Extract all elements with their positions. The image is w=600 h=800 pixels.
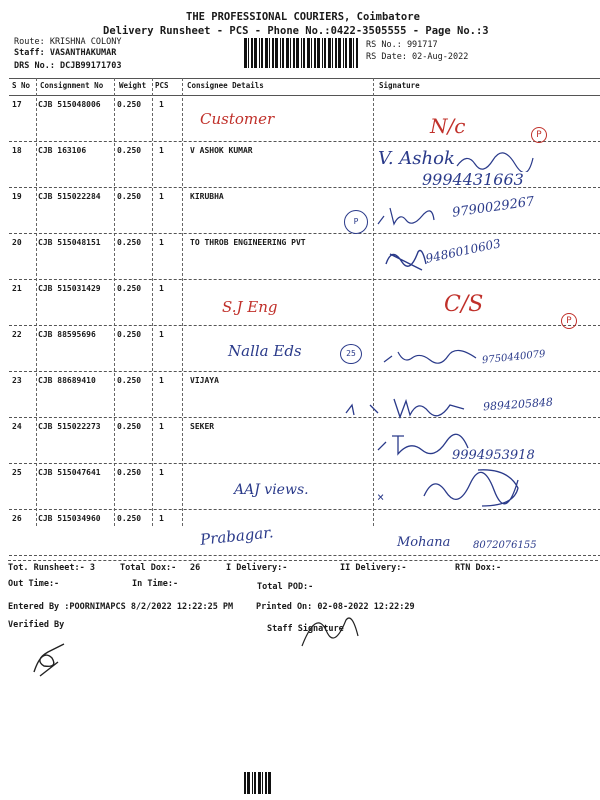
row-consignment-no: CJB 88595696 xyxy=(38,330,96,339)
row-pcs: 1 xyxy=(159,100,164,109)
row-consignee: SEKER xyxy=(190,422,215,431)
printed-on: Printed On: 02-08-2022 12:22:29 xyxy=(256,602,415,612)
in-time: In Time:- xyxy=(132,579,179,589)
runsheet-subtitle: Delivery Runsheet - PCS - Phone No.:0422-3505555 - Page No.:3 xyxy=(103,25,489,37)
row-pcs: 1 xyxy=(159,376,164,385)
hand-phone-23: 9894205848 xyxy=(482,395,554,414)
row-sno: 21 xyxy=(12,284,22,293)
row-sno: 17 xyxy=(12,100,22,109)
row-consignee: V ASHOK KUMAR xyxy=(190,146,253,155)
table-row xyxy=(9,96,600,142)
row-weight: 0.250 xyxy=(117,146,142,155)
signature-scribble-22 xyxy=(382,348,478,368)
footer-separator xyxy=(8,560,598,561)
hand-phone-20: 9486010603 xyxy=(424,236,502,266)
rtn-dox: RTN Dox:- xyxy=(455,563,502,573)
tot-runsheet: Tot. Runsheet:- 3 xyxy=(8,563,95,573)
hand-consignee-21: S.J Eng xyxy=(222,298,278,316)
row-consignment-no: CJB 515048151 xyxy=(38,238,101,247)
row-pcs: 1 xyxy=(159,330,164,339)
row-consignment-no: CJB 515022273 xyxy=(38,422,101,431)
row-weight: 0.250 xyxy=(117,330,142,339)
entered-by: Entered By :POORNIMAPCS 8/2/2022 12:22:25 PM xyxy=(8,602,234,612)
total-pod: Total POD:- xyxy=(257,582,314,592)
hand-phone-18: 9994431663 xyxy=(422,170,524,189)
row-consignment-no: CJB 163106 xyxy=(38,146,87,155)
hand-phone-24: 9994953918 xyxy=(452,448,535,463)
col-signature: Signature xyxy=(379,81,420,90)
hand-phone-19: 9790029267 xyxy=(451,194,536,221)
route-label: Route: KRISHNA COLONY xyxy=(14,37,122,47)
staff-signature: Staff Signature xyxy=(267,624,344,634)
table-row xyxy=(9,234,600,280)
row-consignment-no: CJB 515034960 xyxy=(38,514,101,523)
out-time: Out Time:- xyxy=(8,579,60,589)
stamp-25: 25 xyxy=(340,344,362,364)
barcode-image xyxy=(243,38,359,68)
row-pcs: 1 xyxy=(159,514,164,523)
total-dox-value: 26 xyxy=(190,563,201,573)
row-consignee: KIRUBHA xyxy=(190,192,224,201)
table-row xyxy=(9,280,600,326)
rs-number: RS No.: 991717 xyxy=(366,40,438,50)
table-row xyxy=(9,326,600,372)
total-dox-label: Total Dox:- xyxy=(120,563,177,573)
row-consignee: TO THROB ENGINEERING PVT xyxy=(190,238,306,247)
drs-number: DRS No.: DCJB99171703 xyxy=(14,61,122,71)
hand-consignee-22: Nalla Eds xyxy=(228,342,302,360)
row-pcs: 1 xyxy=(159,284,164,293)
col-consignment: Consignment No xyxy=(40,81,104,90)
row-sno: 23 xyxy=(12,376,22,385)
footer-barcode-fragment xyxy=(243,772,271,794)
hand-sig-18: V. Ashok xyxy=(378,148,455,169)
hand-consignee-26: Prabagar. xyxy=(199,523,275,549)
staff-label: Staff: VASANTHAKUMAR xyxy=(14,48,117,58)
row-weight: 0.250 xyxy=(117,468,142,477)
col-weight: Weight xyxy=(119,81,147,90)
row-weight: 0.250 xyxy=(117,284,142,293)
stamp-p-17: P xyxy=(531,127,547,143)
row-weight: 0.250 xyxy=(117,514,142,523)
row-sno: 19 xyxy=(12,192,22,201)
row-weight: 0.250 xyxy=(117,192,142,201)
row-sno: 22 xyxy=(12,330,22,339)
stamp-p-21: P xyxy=(561,313,577,329)
row-pcs: 1 xyxy=(159,238,164,247)
col-sno: S No xyxy=(12,81,31,90)
cross-mark-25: × xyxy=(377,490,385,504)
hand-sig-26: Mohana xyxy=(397,535,451,550)
row-consignment-no: CJB 88689410 xyxy=(38,376,96,385)
row-pcs: 1 xyxy=(159,468,164,477)
rs-date: RS Date: 02-Aug-2022 xyxy=(366,52,469,62)
hand-phone-22: 9750440079 xyxy=(481,348,547,367)
row-pcs: 1 xyxy=(159,422,164,431)
row-pcs: 1 xyxy=(159,192,164,201)
hand-consignee-25: AAJ views. xyxy=(234,482,309,498)
row-sno: 26 xyxy=(12,514,22,523)
row-weight: 0.250 xyxy=(117,422,142,431)
signature-scribble-25 xyxy=(418,466,526,510)
signature-scribble-18 xyxy=(455,148,535,172)
signature-scribble-19 xyxy=(376,202,436,228)
row-sno: 24 xyxy=(12,422,22,431)
col-pcs: PCS xyxy=(155,81,169,90)
company-title: THE PROFESSIONAL COURIERS, Coimbatore xyxy=(186,11,420,23)
hand-consignee-17: Customer xyxy=(200,110,275,128)
verifier-signature xyxy=(28,638,72,680)
signature-scribble-20 xyxy=(382,244,430,274)
row-sno: 20 xyxy=(12,238,22,247)
row-consignment-no: CJB 515031429 xyxy=(38,284,101,293)
row-weight: 0.250 xyxy=(117,100,142,109)
signature-scribble-23 xyxy=(344,395,484,421)
staff-signature-scribble xyxy=(296,606,366,656)
row-consignment-no: CJB 515047641 xyxy=(38,468,101,477)
row-weight: 0.250 xyxy=(117,238,142,247)
row-pcs: 1 xyxy=(159,146,164,155)
row-weight: 0.250 xyxy=(117,376,142,385)
row-consignee: VIJAYA xyxy=(190,376,219,385)
hand-sig-17: N/c xyxy=(430,114,466,138)
row-consignment-no: CJB 515022284 xyxy=(38,192,101,201)
row-consignment-no: CJB 515048006 xyxy=(38,100,101,109)
hand-sig-21: C/S xyxy=(444,292,484,317)
row-separator xyxy=(9,555,600,556)
col-consignee: Consignee Details xyxy=(187,81,264,90)
ii-delivery: II Delivery:- xyxy=(340,563,407,573)
i-delivery: I Delivery:- xyxy=(226,563,288,573)
hand-phone-26: 8072076155 xyxy=(473,540,537,551)
row-sno: 25 xyxy=(12,468,22,477)
row-sno: 18 xyxy=(12,146,22,155)
stamp-19: P xyxy=(344,210,368,234)
verified-by: Verified By xyxy=(8,620,65,630)
